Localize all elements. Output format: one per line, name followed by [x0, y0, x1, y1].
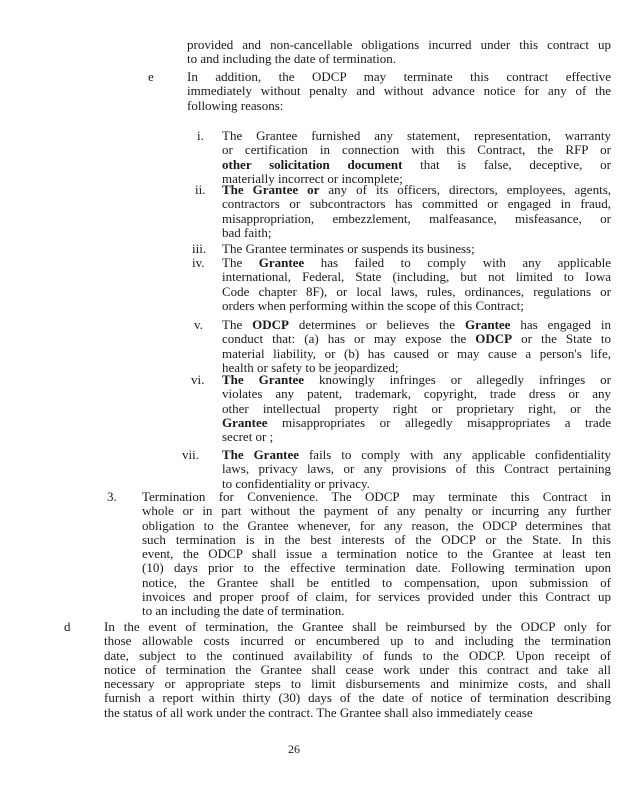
- text-line: [222, 477, 611, 491]
- text: fails to comply with any applicable confidentiality: [299, 448, 611, 462]
- text-line: [222, 183, 611, 197]
- text: such termination is in the best interests of the ODCP or the State. In this: [142, 532, 611, 547]
- text: event, the ODCP shall issue a termination notice to the Grantee at least ten: [142, 547, 611, 562]
- text-line: [142, 604, 611, 618]
- text: notice of termination the Grantee shall cease work under this contract and take all: [104, 662, 611, 677]
- text-line: [222, 226, 611, 240]
- text-line: [222, 462, 611, 476]
- item-iv: [222, 256, 611, 313]
- text: In addition, the ODCP may terminate this contract effective: [187, 70, 611, 84]
- marker-d: d: [64, 619, 71, 634]
- text: knowingly infringes or allegedly infringes or: [304, 373, 611, 387]
- text: violates any patent, trademark, copyright, trade dress or any: [222, 387, 611, 402]
- text-line: [104, 706, 611, 720]
- text: whole or in part without the payment of any penalty or incurring any further: [142, 504, 611, 519]
- text: those allowable costs incurred or encumbered up to and including the termination: [104, 634, 611, 649]
- text: The Grantee terminates or suspends its business;: [222, 242, 475, 256]
- marker-iv: iv.: [192, 255, 205, 270]
- text: that is false, deceptive, or: [402, 157, 611, 172]
- text: necessary or appropriate steps to limit disbursements and minimize costs, and shall: [104, 677, 611, 692]
- text-line: [104, 620, 611, 634]
- text-line: [187, 38, 611, 52]
- text-line: [222, 430, 611, 444]
- text-line: [222, 197, 611, 211]
- text-line: [104, 649, 611, 663]
- marker-vi: vi.: [191, 372, 205, 387]
- marker-ii: ii.: [195, 182, 206, 197]
- text-line: [222, 256, 611, 270]
- marker-i: i.: [197, 128, 204, 143]
- bold-text: other solicitation document: [222, 157, 403, 172]
- text: other intellectual property right or proprietary right, or the: [222, 401, 611, 416]
- item-vii: [222, 448, 611, 491]
- bold-text: Grantee: [258, 256, 305, 270]
- paragraph-e: [187, 70, 611, 113]
- text: health or safety to be jeopardized;: [222, 360, 399, 375]
- text: invoices and proper proof of claim, for services provided under this Contract up: [142, 590, 611, 605]
- section-3-termination-for-convenience: [142, 490, 611, 619]
- text-line: [222, 285, 611, 299]
- text-line: [142, 490, 611, 504]
- item-vi: [222, 373, 611, 444]
- text: immediately without penalty and without advance notice for any of the: [187, 84, 611, 99]
- text: international, Federal, State (including, but not limited to Iowa: [222, 270, 611, 285]
- text: Code chapter 8F), or local laws, rules, ordinances, regulations or: [222, 284, 611, 299]
- paragraph-d: [104, 620, 611, 720]
- text-line: [104, 634, 611, 648]
- marker-iii: iii.: [192, 241, 207, 256]
- text-line: [222, 402, 611, 416]
- text: materially incorrect or incomplete;: [222, 171, 403, 186]
- bold-text: ODCP: [475, 332, 513, 347]
- text-line: [222, 347, 611, 361]
- text-line: [142, 561, 611, 575]
- text-line: [222, 416, 611, 430]
- text: or certification in connection with this Contract, the RFP or: [222, 143, 611, 158]
- text-line: [142, 576, 611, 590]
- bold-text: Grantee: [464, 318, 511, 332]
- text: Termination for Convenience. The ODCP may terminate this Contract in: [142, 490, 611, 504]
- text-line: [222, 448, 611, 462]
- bold-text: Grantee: [222, 415, 268, 430]
- text-line: [104, 677, 611, 691]
- text: (10) days prior to the effective termination date. Following termination upon: [142, 561, 611, 576]
- text-line: [187, 52, 611, 66]
- text: The: [222, 318, 253, 332]
- item-i: [222, 129, 611, 186]
- text-line: [187, 84, 611, 98]
- item-ii: [222, 183, 611, 240]
- text-line: [222, 270, 611, 284]
- text: misappropriation, embezzlement, malfeasance, misfeasance, or: [222, 211, 611, 226]
- text-line: [222, 212, 611, 226]
- marker-v: v.: [194, 317, 203, 332]
- text: to an including the date of termination.: [142, 604, 345, 619]
- text-line: [142, 519, 611, 533]
- text-line: [187, 99, 611, 113]
- text: orders when performing within the scope of this Contract;: [222, 298, 524, 313]
- text-line: [222, 158, 611, 172]
- text-line: [142, 547, 611, 561]
- text: has engaged in: [510, 318, 611, 332]
- text-line: [222, 373, 611, 387]
- text: provided and non-cancellable obligations incurred under this contract up: [187, 38, 611, 52]
- page-number: 26: [288, 742, 300, 756]
- bold-text: The Grantee: [222, 373, 305, 387]
- text-line: [222, 387, 611, 401]
- marker-vii: vii.: [182, 447, 199, 462]
- text-line: [142, 504, 611, 518]
- bold-text: The Grantee: [222, 448, 300, 462]
- text-line: [222, 318, 611, 332]
- text: contractors or subcontractors has committed or engaged in fraud,: [222, 197, 611, 212]
- text: secret or ;: [222, 430, 274, 445]
- text: laws, privacy laws, or any provisions of this Contract pertaining: [222, 462, 611, 477]
- text: conduct that: (a) has or may expose the: [222, 332, 476, 347]
- text: has failed to comply with any applicable: [304, 256, 611, 270]
- text: notice, the Grantee shall be entitled to compensation, upon submission of: [142, 575, 611, 590]
- text-line: [222, 299, 611, 313]
- item-iii: [222, 242, 611, 256]
- text: the status of all work under the contract. The Grantee shall also immediately cease: [104, 705, 533, 720]
- text-line: [222, 332, 611, 346]
- text-line: [222, 129, 611, 143]
- text: The: [222, 256, 259, 270]
- bold-text: The Grantee or: [222, 183, 320, 197]
- paragraph-continuation: [187, 38, 611, 67]
- text-line: [142, 533, 611, 547]
- text-line: [187, 70, 611, 84]
- text: determines or believes the: [288, 318, 465, 332]
- text: furnish a report within thirty (30) days of the date of notice of termination describing: [104, 691, 611, 706]
- text-line: [104, 663, 611, 677]
- text-line: [222, 143, 611, 157]
- text: In the event of termination, the Grantee shall be reimbursed by the ODCP only for: [104, 620, 611, 634]
- text-line: [104, 691, 611, 705]
- text: misappropriates or allegedly misappropriates a trade: [267, 415, 611, 430]
- text: The Grantee furnished any statement, representation, warranty: [222, 129, 611, 143]
- text: material liability, or (b) has caused or may cause a person's life,: [222, 346, 611, 361]
- text: following reasons:: [187, 98, 284, 113]
- item-v: [222, 318, 611, 375]
- text: date, subject to the continued availability of funds to the ODCP. Upon receipt of: [104, 648, 611, 663]
- text: to and including the date of termination.: [187, 52, 397, 67]
- text: to confidentiality or privacy.: [222, 476, 370, 491]
- text: obligation to the Grantee whenever, for any reason, the ODCP determines that: [142, 518, 611, 533]
- text: bad faith;: [222, 225, 272, 240]
- text: any of its officers, directors, employees, agents,: [319, 183, 611, 197]
- bold-text: ODCP: [252, 318, 289, 332]
- text-line: [142, 590, 611, 604]
- marker-e: e: [148, 69, 154, 84]
- text: or the State to: [512, 332, 611, 347]
- marker-3: 3.: [107, 489, 117, 504]
- text-line: [222, 242, 611, 256]
